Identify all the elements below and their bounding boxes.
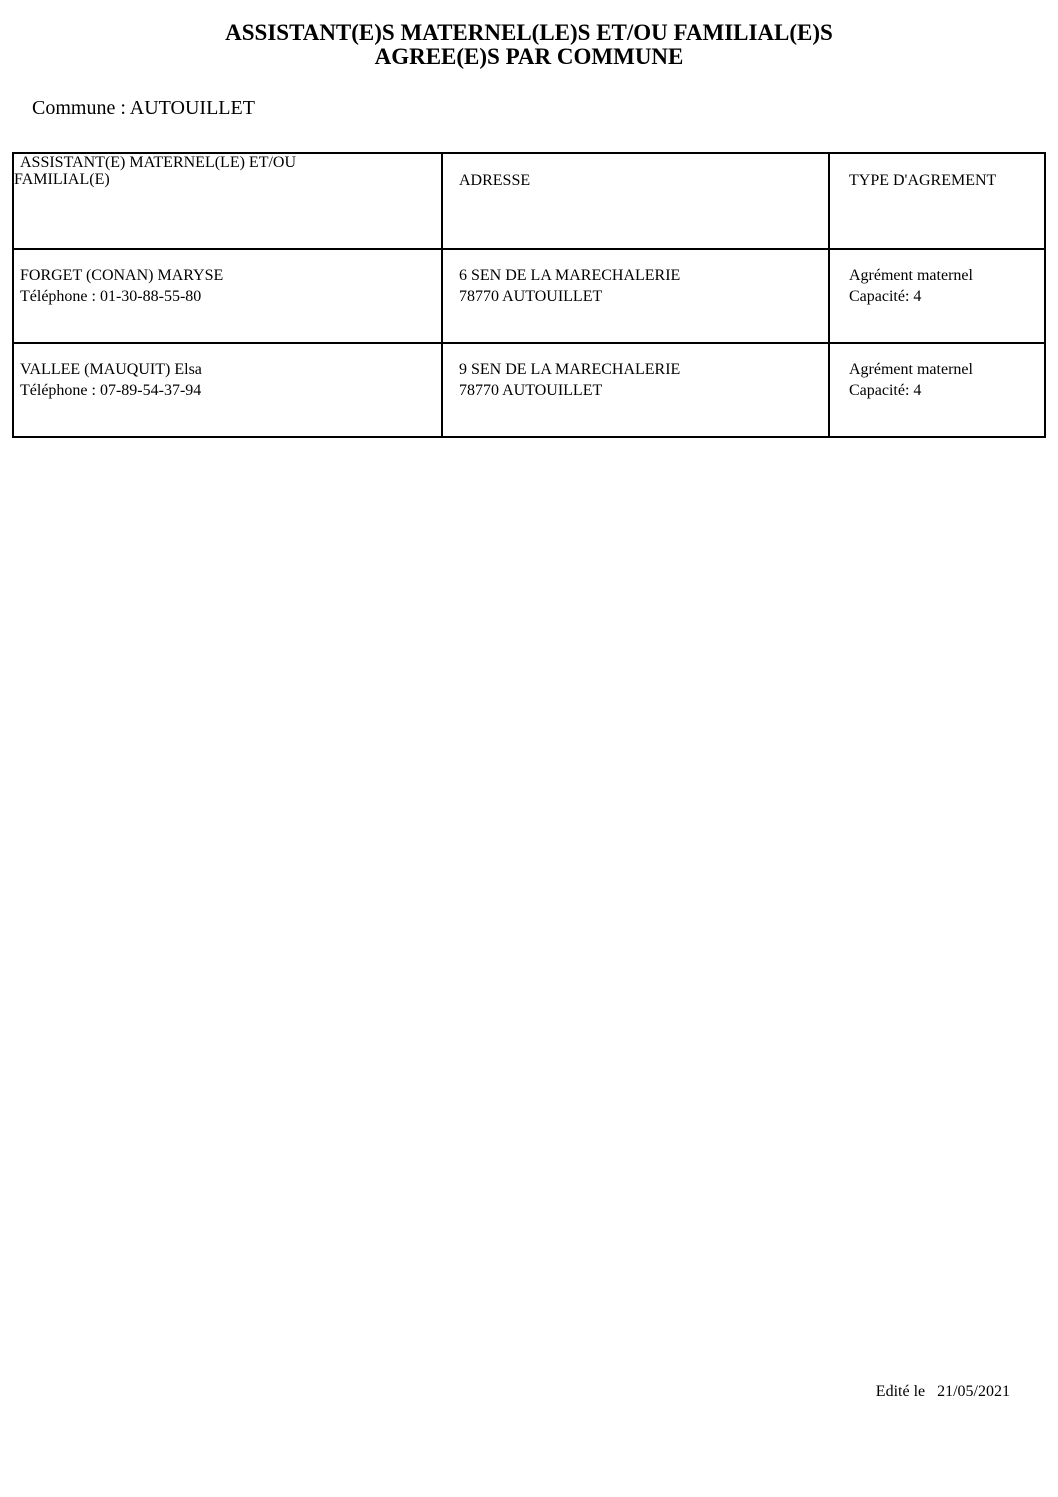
edit-date-value: 21/05/2021 — [937, 1383, 1010, 1400]
address-line-1: 6 SEN DE LA MARECHALERIE — [459, 267, 681, 284]
agrement-capacity: Capacité: 4 — [849, 382, 922, 399]
address-line-2: 78770 AUTOUILLET — [459, 288, 603, 305]
edit-date-label: Edité le — [875, 1383, 926, 1400]
commune-value: AUTOUILLET — [129, 97, 255, 119]
table-header-row — [13, 153, 1045, 249]
address-cell — [442, 249, 829, 343]
agrement-type: Agrément maternel — [849, 267, 973, 284]
commune-line — [32, 97, 255, 119]
assistant-name: VALLEE (MAUQUIT) Elsa — [20, 361, 202, 378]
assistant-name: FORGET (CONAN) MARYSE — [20, 267, 224, 284]
assistant-phone: Téléphone : 07-89-54-37-94 — [20, 382, 202, 399]
assistants-table — [12, 152, 1046, 438]
commune-label: Commune : — [32, 97, 126, 119]
agrement-type: Agrément maternel — [849, 361, 973, 378]
document-title — [0, 21, 1058, 69]
header-adresse: ADRESSE — [442, 153, 829, 249]
address-line-1: 9 SEN DE LA MARECHALERIE — [459, 361, 681, 378]
title-line-2: AGREE(E)S PAR COMMUNE — [374, 44, 684, 69]
header-assistant-line-1: ASSISTANT(E) MATERNEL(LE) ET/OU — [20, 154, 297, 171]
edit-date — [876, 1383, 1010, 1401]
assistant-phone: Téléphone : 01-30-88-55-80 — [20, 288, 202, 305]
title-line-1: ASSISTANT(E)S MATERNEL(LE)S ET/OU FAMILIAL(E)S — [225, 20, 833, 45]
type-cell — [829, 343, 1045, 437]
assistant-cell — [13, 343, 442, 437]
type-cell — [829, 249, 1045, 343]
header-assistant — [13, 153, 442, 249]
table-row — [13, 343, 1045, 437]
address-line-2: 78770 AUTOUILLET — [459, 382, 603, 399]
assistant-cell — [13, 249, 442, 343]
header-type: TYPE D'AGREMENT — [829, 153, 1045, 249]
agrement-capacity: Capacité: 4 — [849, 288, 922, 305]
address-cell — [442, 343, 829, 437]
table-row — [13, 249, 1045, 343]
header-assistant-line-2: FAMILIAL(E) — [14, 171, 110, 188]
